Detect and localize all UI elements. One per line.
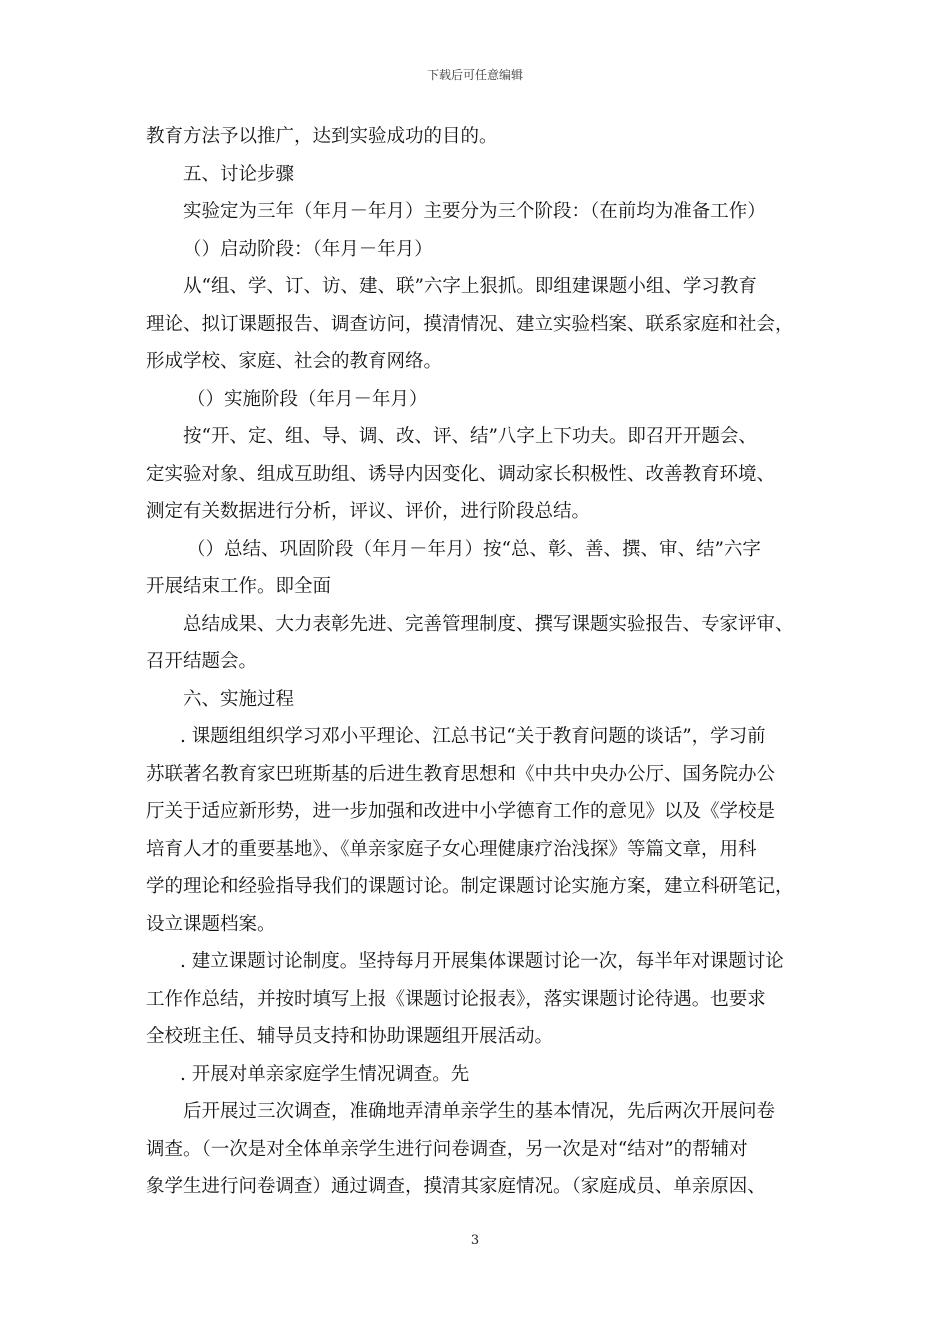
section-heading: 五、讨论步骤: [183, 164, 295, 185]
text-line: （）启动阶段：（年月－年月）: [183, 239, 433, 260]
text-line: 定实验对象、组成互助组、诱导内因变化、调动家长积极性、改善教育环境、: [146, 464, 776, 485]
text-line: 设立课题档案。: [146, 914, 276, 935]
text-line: （）实施阶段（年月－年月）: [187, 389, 428, 410]
text-line: 学的理论和经验指导我们的课题讨论。制定课题讨论实施方案，建立科研笔记，: [146, 876, 794, 897]
text-line: 教育方法予以推广，达到实验成功的目的。: [146, 126, 498, 147]
text-line: 理论、拟订课题报告、调查访问，摸清情况、建立实验档案、联系家庭和社会，: [146, 314, 794, 335]
text-line: 形成学校、家庭、社会的教育网络。: [146, 351, 443, 372]
text-line: 培育人才的重要基地》、《单亲家庭子女心理健康疗治浅探》等篇文章，用科: [146, 839, 757, 860]
page-header: 下载后可任意编辑: [426, 68, 523, 82]
page-number: 3: [470, 1233, 480, 1248]
text-line: . 建立课题讨论制度。坚持每月开展集体课题讨论一次，每半年对课题讨论: [180, 951, 784, 972]
text-line: 调查。（一次是对全体单亲学生进行问卷调查，另一次是对“结对”的帮辅对: [146, 1139, 748, 1160]
text-line: 总结成果、大力表彰先进、完善管理制度、撰写课题实验报告、专家评审、: [183, 614, 794, 635]
text-line: 测定有关数据进行分析，评议、评价，进行阶段总结。: [146, 501, 591, 522]
text-line: 象学生进行问卷调查）通过调查，摸清其家庭情况。（家庭成员、单亲原因、: [146, 1176, 766, 1197]
text-line: 苏联著名教育家巴班斯基的后进生教育思想和《中共中央办公厅、国务院办公: [146, 764, 776, 785]
text-line: 后开展过三次调查，准确地弄清单亲学生的基本情况，先后两次开展问卷: [183, 1101, 776, 1122]
text-line: （）总结、巩固阶段（年月－年月）按“总、彰、善、撰、审、结”六字: [187, 539, 761, 560]
text-line: 召开结题会。: [146, 651, 258, 672]
text-line: 全校班主任、辅导员支持和协助课题组开展活动。: [146, 1026, 554, 1047]
text-line: 从“组、学、订、访、建、联”六字上狠抓。即组建课题小组、学习教育: [183, 276, 757, 297]
text-line: 开展结束工作。即全面: [146, 576, 332, 597]
text-line: 厅关于适应新形势，进一步加强和改进中小学德育工作的意见》以及《学校是: [146, 801, 776, 822]
section-heading: 六、实施过程: [183, 689, 295, 710]
text-line: 按“开、定、组、导、调、改、评、结”八字上下功夫。即召开开题会、: [183, 426, 757, 447]
text-line: 实验定为三年（年月－年月）主要分为三个阶段：（在前均为准备工作）: [183, 201, 766, 222]
text-line: . 课题组组织学习邓小平理论、江总书记“关于教育问题的谈话”，学习前: [180, 726, 766, 747]
text-line: . 开展对单亲家庭学生情况调查。先: [180, 1064, 470, 1085]
text-line: 工作作总结，并按时填写上报《课题讨论报表》，落实课题讨论待遇。也要求: [146, 989, 766, 1010]
